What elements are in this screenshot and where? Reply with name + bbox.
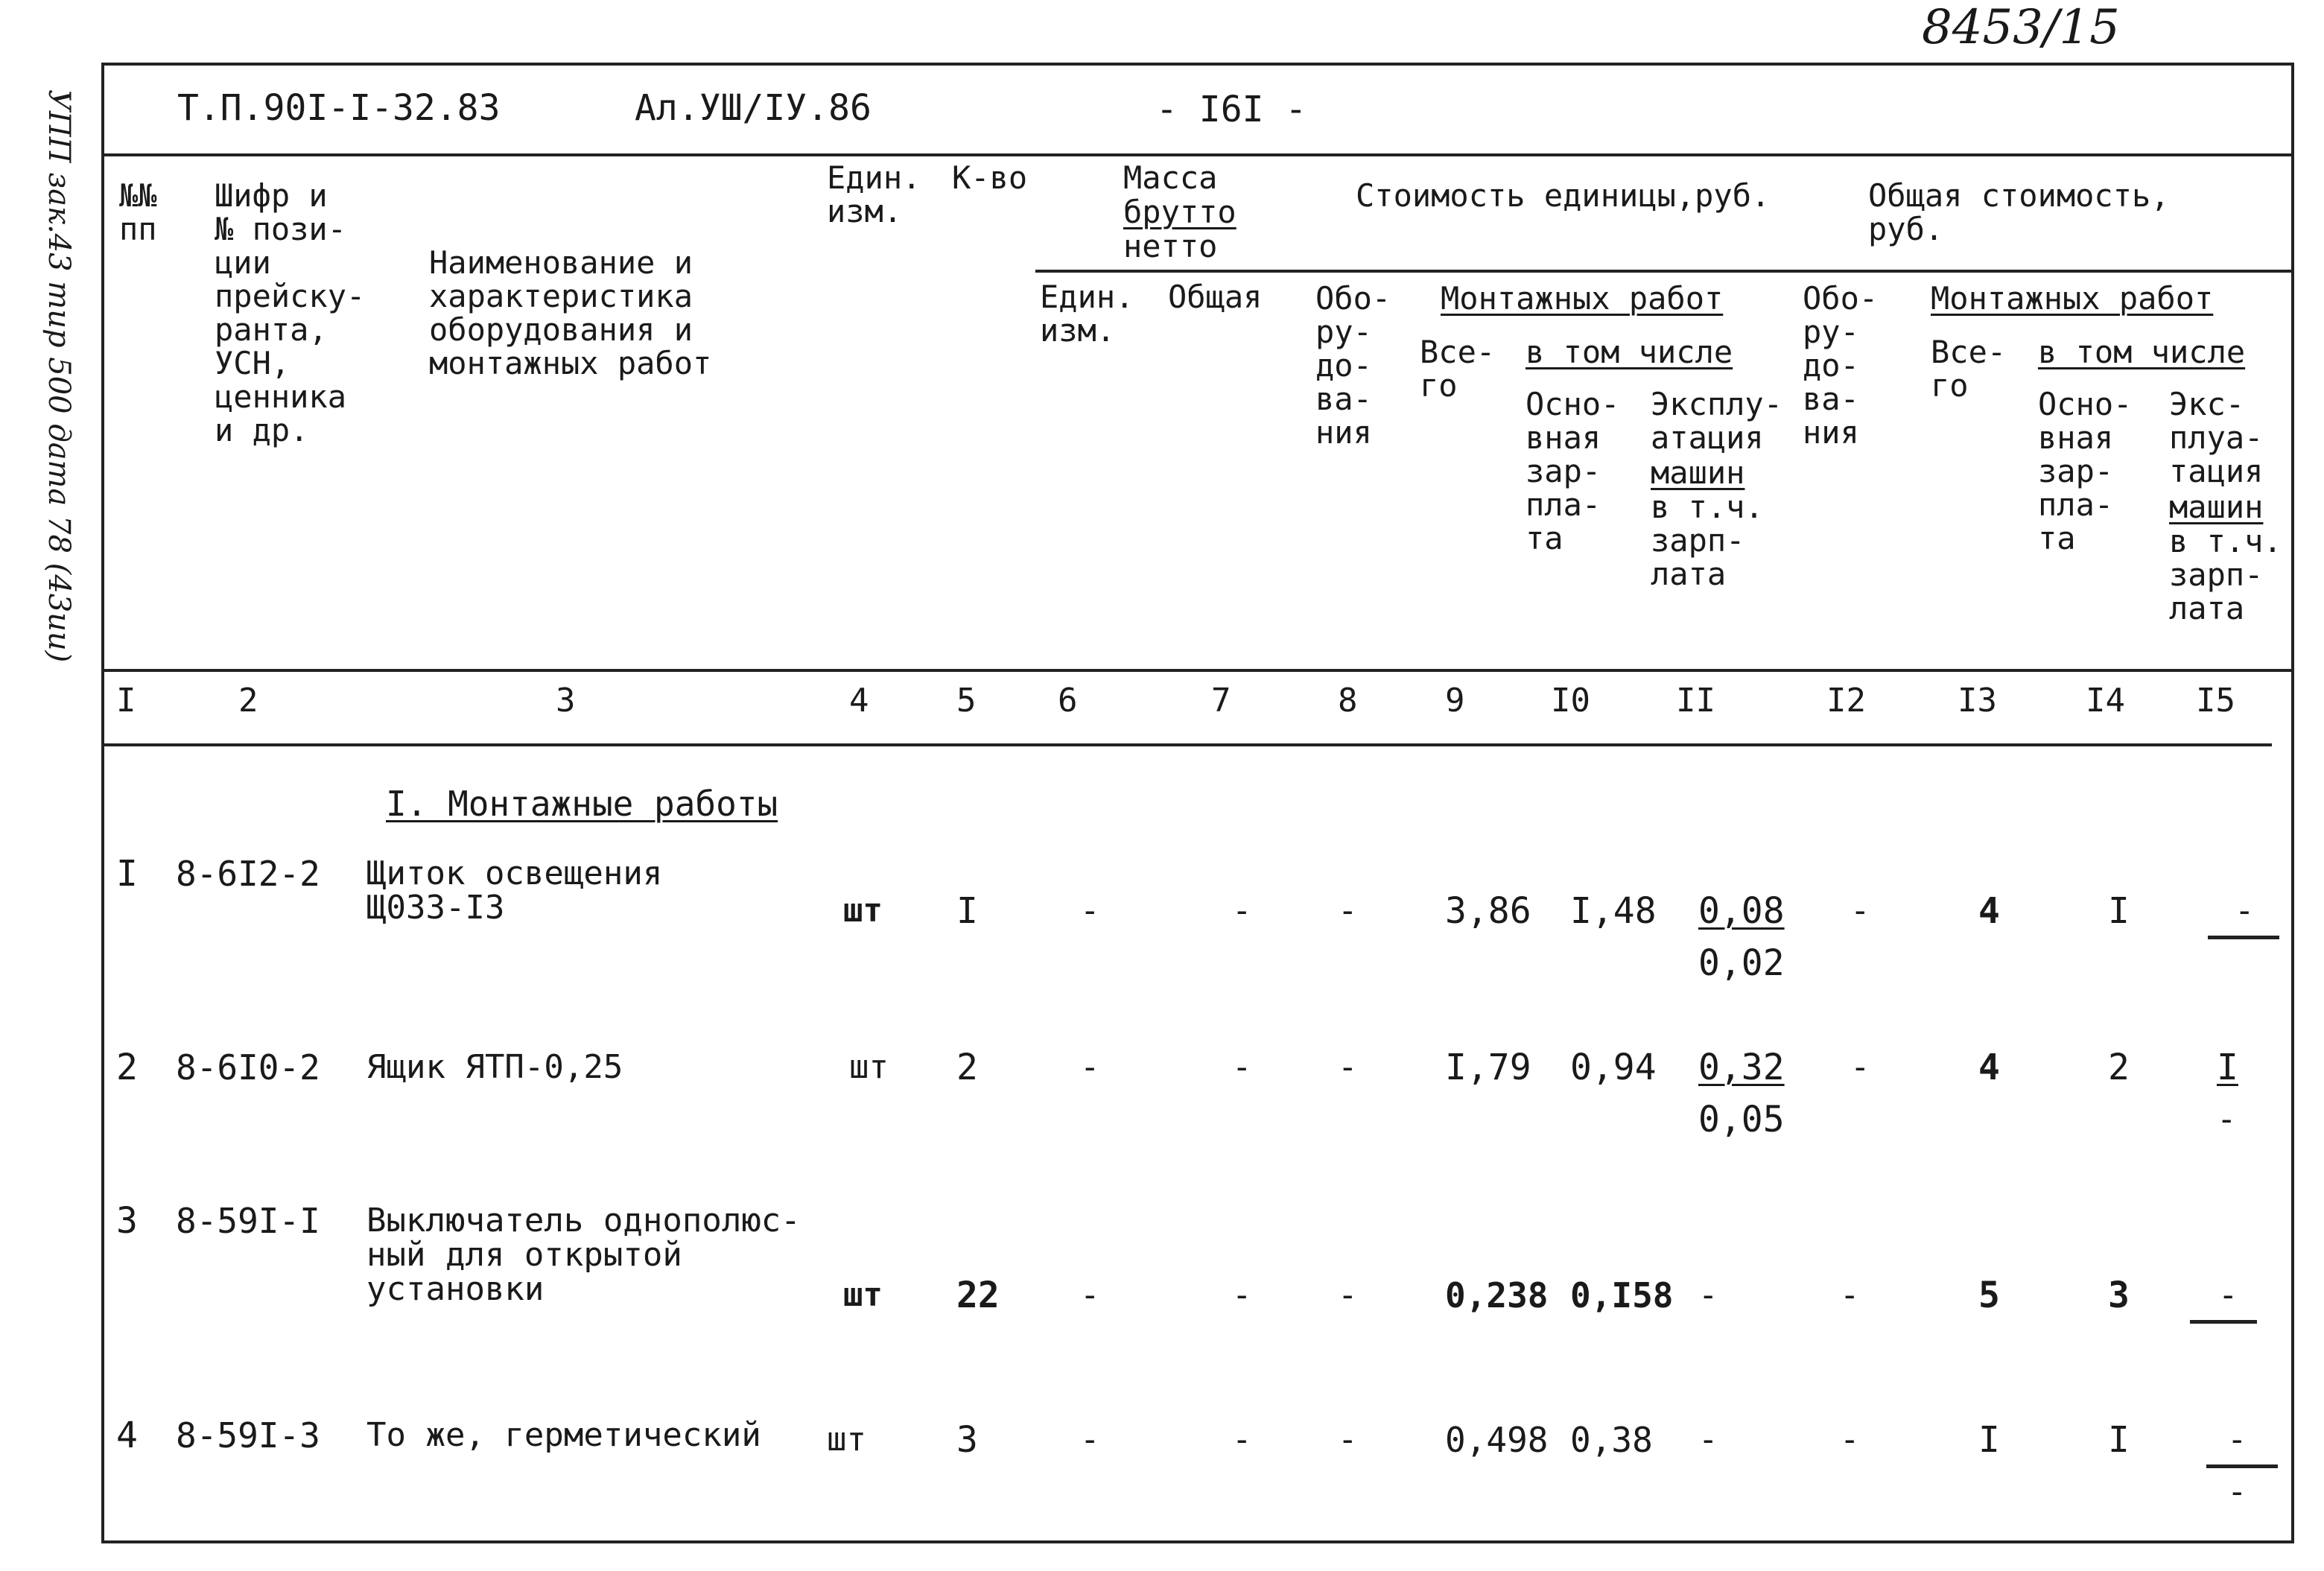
row-name: Ящик ЯТП-0,25 bbox=[366, 1048, 623, 1086]
row-code: 8-59I-3 bbox=[176, 1415, 320, 1456]
header-unit-salary: Осно- вная зар- пла- та bbox=[1525, 386, 1620, 556]
header-total-machine-a: Экс- плуа- тация bbox=[2169, 386, 2264, 489]
header-total-cost: Общая стоимость, руб. bbox=[1868, 177, 2170, 247]
row-num: 2 bbox=[116, 1047, 138, 1088]
row-qty: 2 bbox=[956, 1047, 978, 1088]
row-total: 5 bbox=[1978, 1275, 2000, 1316]
colnum-6: 6 bbox=[1058, 682, 1078, 720]
header-total-machine-c: в т.ч. зарп- лата bbox=[2169, 523, 2282, 626]
colnum-9: 9 bbox=[1445, 682, 1465, 720]
row-mass-unit: - bbox=[1080, 892, 1100, 930]
row-equip-total: - bbox=[1840, 1276, 1860, 1314]
row-equip-total: - bbox=[1840, 1421, 1860, 1459]
row-unit-machine: 0,32 bbox=[1698, 1047, 1785, 1088]
row-code: 8-59I-I bbox=[176, 1201, 320, 1241]
row-equip: - bbox=[1338, 1421, 1358, 1459]
colnum-divider bbox=[101, 743, 2272, 746]
row-total-machine-underline bbox=[2190, 1320, 2257, 1324]
album-code: Ал.УШ/IУ.86 bbox=[635, 87, 872, 129]
row-total-machine-underline bbox=[2206, 1464, 2278, 1468]
header-total-machine-b: машин bbox=[2169, 489, 2264, 525]
colnum-15: I5 bbox=[2196, 682, 2235, 720]
colnum-8: 8 bbox=[1338, 682, 1358, 720]
colnum-7: 7 bbox=[1211, 682, 1231, 720]
header-mass-unit: Един. изм. bbox=[1040, 279, 1134, 349]
row-unit: шт bbox=[849, 1048, 889, 1086]
header-name: Наименование и характеристика оборудования и монтажных работ bbox=[429, 244, 712, 381]
header-unit-machine-c: в т.ч. зарп- лата bbox=[1651, 489, 1764, 592]
header-unit-total-all: Все- го bbox=[1420, 334, 1496, 404]
header-qty: К-во bbox=[952, 159, 1028, 196]
row-unit: шт bbox=[843, 892, 883, 930]
colnum-14: I4 bbox=[2086, 682, 2125, 720]
row-unit-salary: I,48 bbox=[1570, 890, 1657, 932]
row-unit-total: 0,238 bbox=[1445, 1275, 1549, 1315]
row-mass-total: - bbox=[1232, 1421, 1252, 1459]
colnum-12: I2 bbox=[1826, 682, 1866, 720]
row-total-machine: - bbox=[2218, 1276, 2238, 1314]
row-mass-unit: - bbox=[1080, 1421, 1100, 1459]
colnum-5: 5 bbox=[956, 682, 977, 720]
section-title: I. Монтажные работы bbox=[386, 784, 778, 824]
row-unit-machine: - bbox=[1698, 1421, 1718, 1459]
header-unit-incl: в том числе bbox=[1525, 334, 1733, 370]
side-print-note: УПП зак.43 тир 500 дата 78 (43ии) bbox=[42, 89, 76, 663]
row-mass-unit: - bbox=[1080, 1048, 1100, 1086]
header-mass-netto: нетто bbox=[1123, 228, 1218, 264]
row-total-machine-salary: - bbox=[2227, 1473, 2247, 1511]
colnum-11: II bbox=[1676, 682, 1715, 720]
row-unit-total: I,79 bbox=[1445, 1047, 1531, 1088]
row-total-salary: 2 bbox=[2108, 1047, 2130, 1088]
row-equip: - bbox=[1338, 1276, 1358, 1314]
row-total-salary: I bbox=[2108, 1419, 2130, 1461]
row-unit-machine-salary: 0,02 bbox=[1698, 942, 1785, 984]
header-unit: Един. изм. bbox=[827, 159, 921, 229]
header-total-total-all: Все- го bbox=[1931, 334, 2007, 404]
header-bottom-divider bbox=[101, 669, 2294, 672]
row-unit-total: 0,498 bbox=[1445, 1420, 1549, 1460]
row-total-machine-underline bbox=[2208, 936, 2279, 939]
row-unit-machine-salary: 0,05 bbox=[1698, 1099, 1785, 1140]
row-qty: 3 bbox=[956, 1419, 978, 1461]
row-unit-machine: - bbox=[1698, 1276, 1718, 1314]
header-mass-total: Общая bbox=[1168, 279, 1263, 315]
header-mount-unit: Монтажных работ bbox=[1441, 280, 1724, 317]
doc-code: Т.П.90I-I-32.83 bbox=[177, 87, 501, 129]
header-unit-cost: Стоимость единицы,руб. bbox=[1356, 177, 1771, 214]
row-total-machine-salary: - bbox=[2217, 1100, 2237, 1138]
row-mass-total: - bbox=[1232, 1048, 1252, 1086]
header-equip-unit: Обо- ру- до- ва- ния bbox=[1315, 280, 1391, 451]
row-num: I bbox=[116, 853, 138, 895]
header-unit-machine-a: Эксплу- атация bbox=[1651, 386, 1783, 456]
row-equip: - bbox=[1338, 1048, 1358, 1086]
row-qty: I bbox=[956, 890, 978, 932]
row-name: Щиток освещения Щ033-I3 bbox=[366, 854, 663, 927]
header-mass-brutto: брутто bbox=[1123, 194, 1236, 230]
row-mass-total: - bbox=[1232, 892, 1252, 930]
row-mass-total: - bbox=[1232, 1276, 1252, 1314]
row-unit: шт bbox=[843, 1276, 883, 1314]
colnum-13: I3 bbox=[1958, 682, 1997, 720]
row-name: То же, герметический bbox=[366, 1416, 761, 1454]
colnum-2: 2 bbox=[238, 682, 258, 720]
row-total: I bbox=[1978, 1419, 2000, 1461]
title-divider bbox=[101, 153, 2294, 156]
colnum-4: 4 bbox=[849, 682, 869, 720]
row-total: 4 bbox=[1978, 1047, 2000, 1088]
row-code: 8-6I0-2 bbox=[176, 1047, 320, 1088]
colnum-3: 3 bbox=[556, 682, 576, 720]
header-mass: Масса bbox=[1123, 159, 1218, 196]
row-qty: 22 bbox=[956, 1275, 1000, 1316]
row-equip-total: - bbox=[1850, 1048, 1870, 1086]
row-mass-unit: - bbox=[1080, 1276, 1100, 1314]
row-total-machine: I bbox=[2217, 1047, 2238, 1088]
header-unit-machine-b: машин bbox=[1651, 454, 1745, 491]
page-number: - I6I - bbox=[1156, 89, 1307, 130]
header-code: Шифр и № пози- ции прейску- ранта, УСН, ценника и др. bbox=[215, 177, 366, 448]
row-equip: - bbox=[1338, 892, 1358, 930]
colnum-1: I bbox=[116, 682, 136, 720]
header-mid-divider bbox=[1035, 270, 2294, 273]
row-total-machine: - bbox=[2235, 892, 2255, 930]
header-mount-total: Монтажных работ bbox=[1931, 280, 2214, 317]
row-unit-salary: 0,I58 bbox=[1570, 1275, 1674, 1315]
colnum-10: I0 bbox=[1551, 682, 1590, 720]
header-total-salary: Осно- вная зар- пла- та bbox=[2038, 386, 2133, 556]
row-num: 4 bbox=[116, 1415, 138, 1456]
row-unit-salary: 0,38 bbox=[1570, 1420, 1653, 1460]
row-total: 4 bbox=[1978, 890, 2000, 932]
row-unit: шт bbox=[827, 1421, 866, 1459]
row-unit-salary: 0,94 bbox=[1570, 1047, 1657, 1088]
row-total-salary: 3 bbox=[2108, 1275, 2130, 1316]
row-total-machine: - bbox=[2227, 1421, 2247, 1459]
row-code: 8-6I2-2 bbox=[176, 854, 320, 894]
row-total-salary: I bbox=[2108, 890, 2130, 932]
row-equip-total: - bbox=[1850, 892, 1870, 930]
handwritten-ref-number: 8453/15 bbox=[1922, 0, 2120, 55]
header-num: №№ пп bbox=[119, 177, 157, 247]
row-unit-machine: 0,08 bbox=[1698, 890, 1785, 932]
header-equip-total: Обо- ру- до- ва- ния bbox=[1803, 280, 1879, 451]
header-total-incl: в том числе bbox=[2038, 334, 2246, 370]
row-num: 3 bbox=[116, 1200, 138, 1242]
row-name: Выключатель однополюс- ный для открытой установки bbox=[366, 1202, 801, 1308]
row-unit-total: 3,86 bbox=[1445, 890, 1531, 932]
